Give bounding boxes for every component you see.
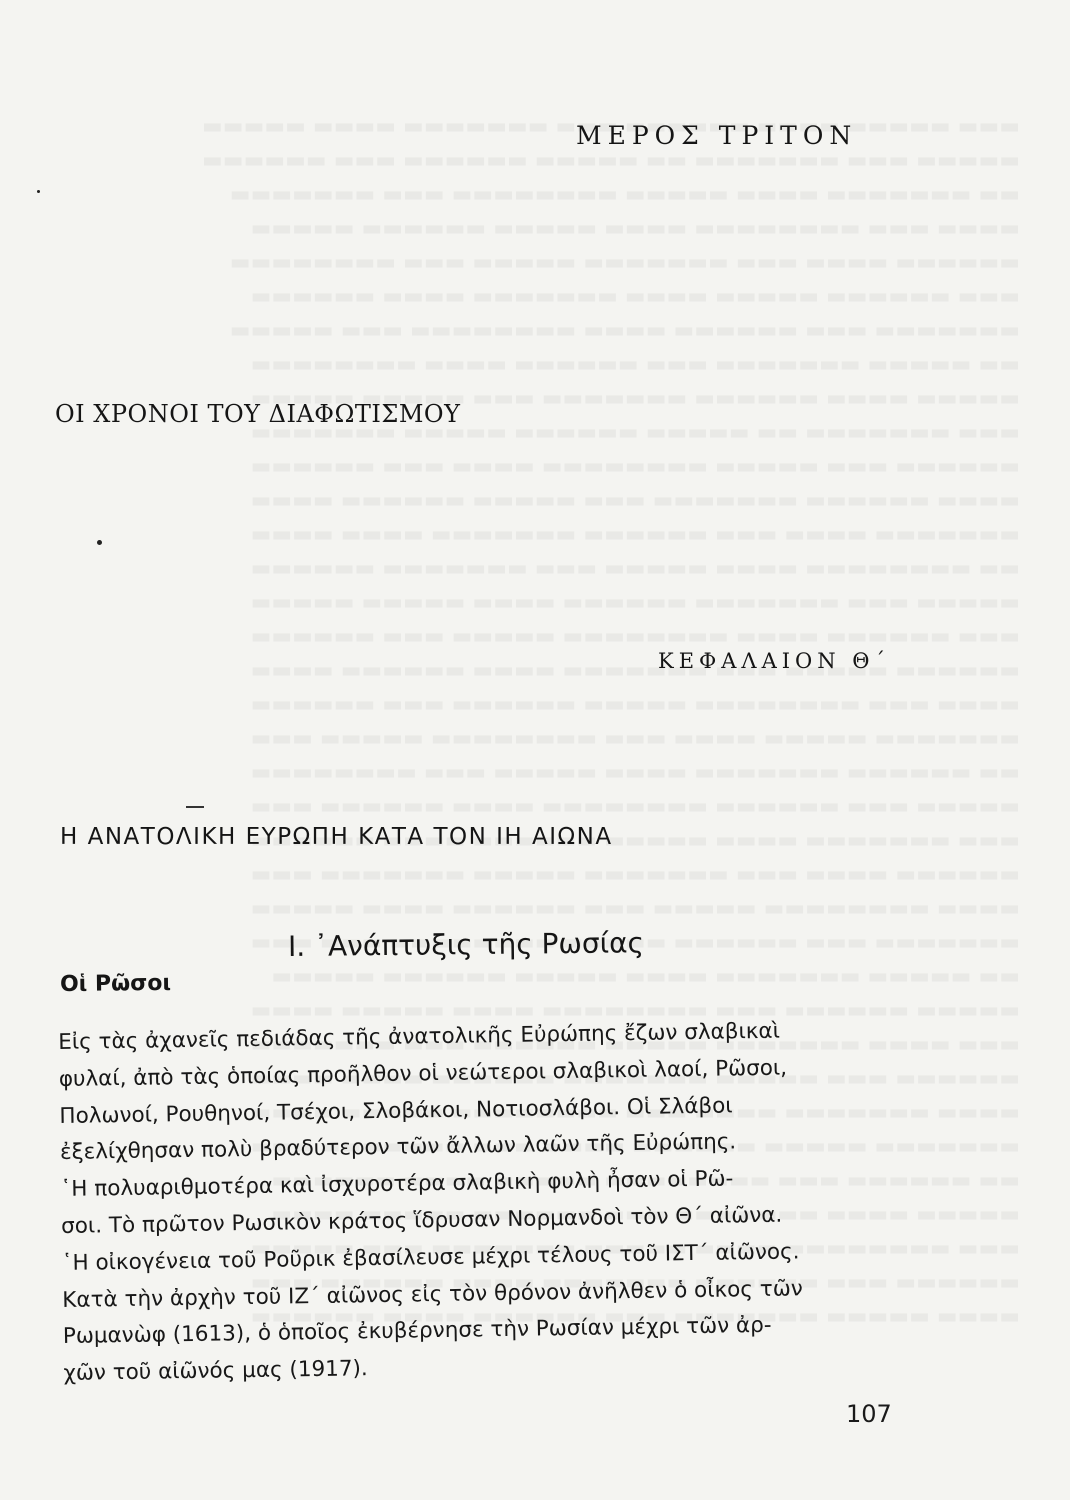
print-mark: [186, 806, 204, 808]
print-speck: [97, 540, 102, 545]
text-line: Ρωμανὼφ (1613), ὁ ὁποῖος ἐκυβέρνησε τὴν Ρωσίαν μέχρι τῶν ἀρ-: [62, 1313, 772, 1350]
body-paragraph: [58, 1012, 904, 1393]
text-line: χῶν τοῦ αἰῶνός μας (1917).: [63, 1356, 368, 1387]
section-title: Ι. ᾿Ανάπτυξις τῆς Ρωσίας: [287, 926, 645, 963]
print-speck: [37, 190, 40, 193]
text-line: φυλαί, ἀπὸ τὰς ὁποίας προῆλθον οἱ νεώτεροι σλαβικοὶ λαοί, Ρῶσοι,: [58, 1055, 788, 1092]
part-title: ΜΕΡΟΣ ΤΡΙΤΟΝ: [576, 121, 858, 150]
text-line: ῾Η πολυαριθμοτέρα καὶ ἰσχυροτέρα σλαβικὴ φυλὴ ἦσαν οἱ Ρῶ-: [60, 1166, 734, 1203]
era-title: ΟΙ ΧΡΟΝΟΙ ΤΟΥ ΔΙΑΦΩΤΙΣΜΟΥ: [55, 400, 461, 428]
text-line: ῾Η οἰκογένεια τοῦ Ροῦρικ ἐβασίλευσε μέχρι τέλους τοῦ ΙΣΤ΄ αἰῶνος.: [61, 1239, 800, 1276]
page-number: 107: [846, 1400, 892, 1428]
subsection-title: Οἱ Ρῶσοι: [59, 970, 172, 997]
text-line: Πολωνοί, Ρουθηνοί, Τσέχοι, Σλοβάκοι, Νοτιοσλάβοι. Οἱ Σλάβοι: [59, 1093, 733, 1129]
text-line: Κατὰ τὴν ἀρχὴν τοῦ ΙΖ΄ αἰῶνος εἰς τὸν θρόνον ἀνῆλθεν ὁ οἶκος τῶν: [62, 1275, 803, 1313]
text-line: σοι. Τὸ πρῶτον Ρωσικὸν κράτος ἵδρυσαν Νορμανδοὶ τὸν Θ΄ αἰῶνα.: [60, 1202, 783, 1239]
text-line: Εἰς τὰς ἀχανεῖς πεδιάδας τῆς ἀνατολικῆς Εὐρώπης ἔζων σλαβικαὶ: [58, 1018, 781, 1055]
chapter-label: ΚΕΦΑΛΑΙΟΝ Θ΄: [658, 649, 891, 673]
chapter-title: Η ΑΝΑΤΟΛΙΚΗ ΕΥΡΩΠΗ ΚΑΤΑ ΤΟΝ ΙΗ ΑΙΩΝΑ: [60, 824, 613, 850]
text-line: ἐξελίχθησαν πολὺ βραδύτερον τῶν ἄλλων λαῶν τῆς Εὐρώπης.: [59, 1129, 737, 1166]
